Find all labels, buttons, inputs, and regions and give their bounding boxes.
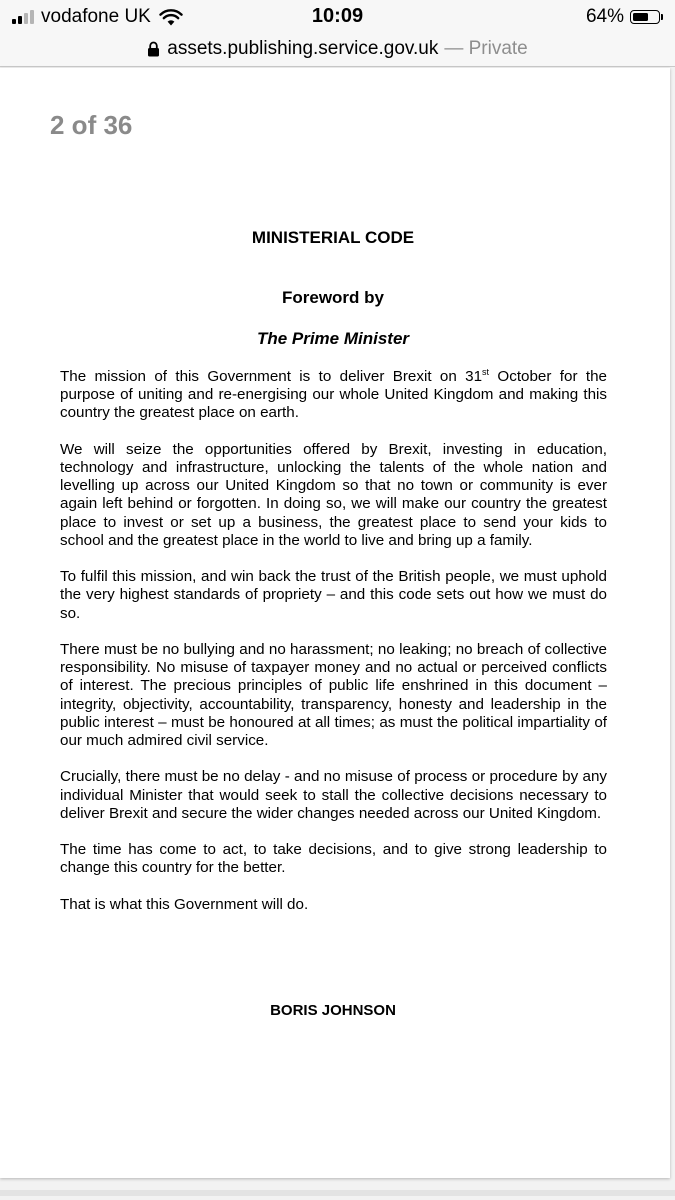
clock: 10:09: [311, 5, 364, 27]
document-body: [60, 368, 607, 932]
pdf-page: [0, 68, 670, 1178]
carrier-name: vodafone UK: [41, 6, 151, 27]
paragraph-text: October for the purpose of uniting and re-energising our whole United Kingdom and making this country the greatest place on earth.: [60, 368, 607, 422]
battery-icon: [630, 10, 660, 24]
paragraph: The time has come to act, to take decisions, and to give strong leadership to change this country for the better.: [60, 841, 607, 877]
document-title: MINISTERIAL CODE: [251, 228, 415, 247]
paragraph: Crucially, there must be no delay - and no misuse of process or procedure by any individual Minister that would seek to stall the collective decisions necessary to deliver Brexit and secure the wider changes needed across our United Kingdom.: [60, 768, 607, 822]
battery-group: [586, 6, 663, 28]
paragraph: To fulfil this mission, and win back the trust of the British people, we must uphold the very highest standards of propriety – and this code sets out how we must do so.: [60, 568, 607, 622]
author-title: The Prime Minister: [256, 329, 410, 348]
private-mode-label: — Private: [444, 38, 528, 59]
signature: BORIS JOHNSON: [270, 1002, 396, 1019]
page-indicator: 2 of 36: [50, 110, 133, 140]
ordinal-suffix: st: [482, 366, 490, 377]
next-page-edge: [0, 1190, 675, 1196]
battery-percentage: 64%: [585, 6, 624, 27]
paragraph: That is what this Government will do.: [60, 895, 309, 913]
lock-icon: [147, 41, 160, 57]
address-bar[interactable]: [0, 32, 675, 67]
foreword-heading: Foreword by: [281, 288, 384, 307]
status-bar: [0, 0, 675, 32]
battery-tip: [661, 14, 663, 20]
paragraph: We will seize the opportunities offered by Brexit, investing in education, technology and infrastructure, unlocking the talents of the whole nation and levelling up across our United Kingdom so that no town or community is ever again left behind or forgotten. In doing so, we will make our country the greatest place to invest or set up a business, the greatest place to send your kids to school and the greatest place in the world to live and bring up a family.: [60, 440, 607, 549]
url-domain: assets.publishing.service.gov.uk: [167, 38, 439, 59]
paragraph-text: The mission of this Government is to deliver Brexit on 31: [60, 368, 483, 385]
paragraph: There must be no bullying and no harassment; no leaking; no breach of collective responsibility. No misuse of taxpayer money and no actual or perceived conflicts of interest. The precious principles of public life enshrined in this document – integrity, objectivity, accountability, transparency, honesty and leadership in the public interest – must be honoured at all times; as must the political impartiality of our much admired civil service.: [60, 641, 607, 750]
paragraph: [60, 368, 607, 423]
